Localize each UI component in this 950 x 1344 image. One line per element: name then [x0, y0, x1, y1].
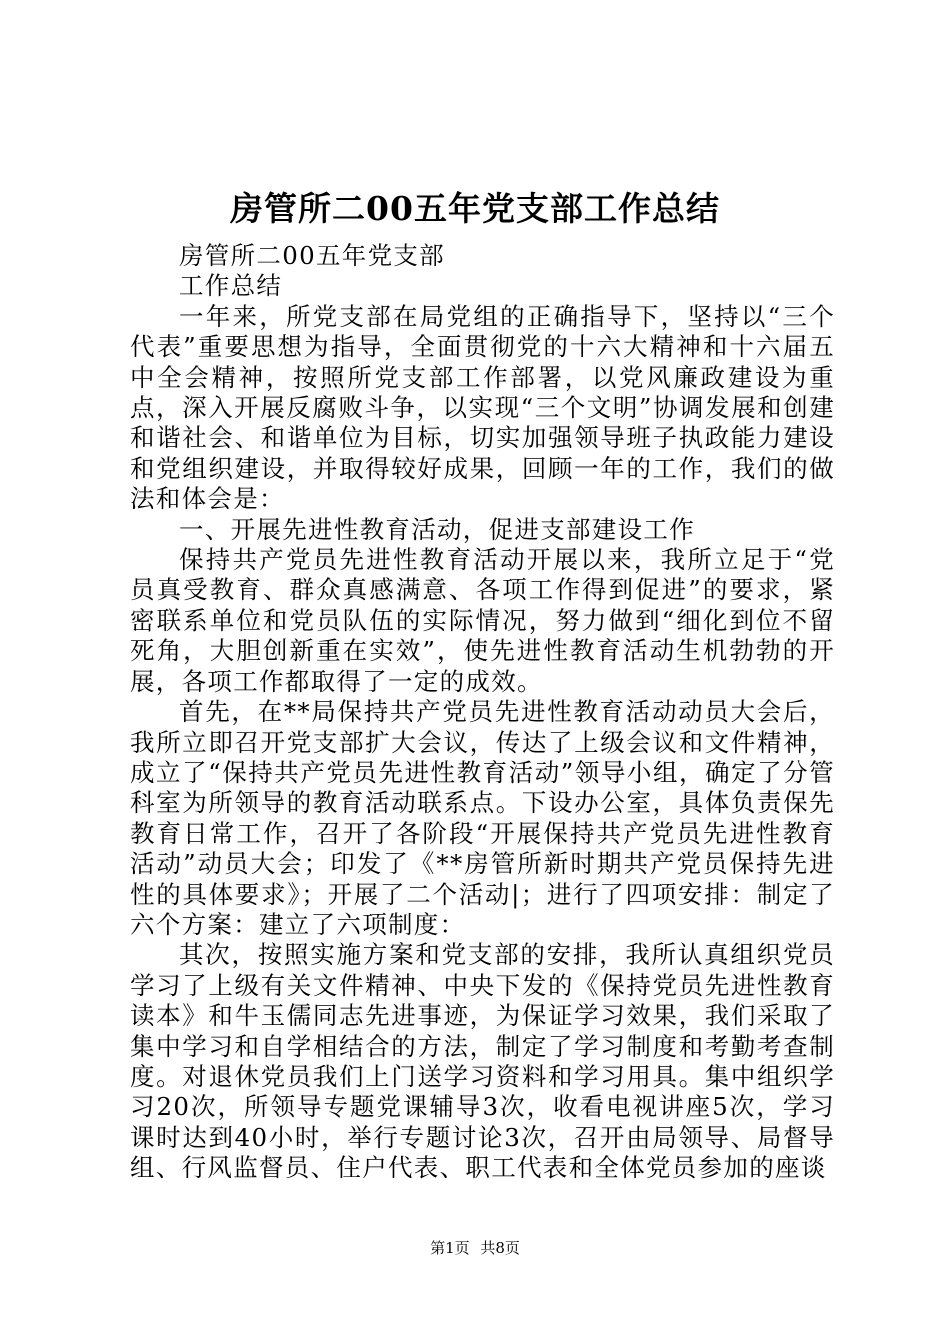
section-heading: 一、开展先进性教育活动，促进支部建设工作	[179, 514, 695, 544]
intro-paragraph: 一年来，所党支部在局党组的正确指导下，坚持以“三个代表”重要思想为指导，全面贯彻党的十六大精神和十六届五中全会精神，按照所党支部工作部署，以党风廉政建设为重点，深入开展反腐败斗争，以实现“三个文明”协调发展和创建和谐社会、和谐单位为目标，切实加强领导班子执政能力建设和党组织建设，并取得较好成果，回顾一年的工作，我们的做法和体会是：	[130, 301, 835, 514]
body-paragraph: 首先，在**局保持共产党员先进性教育活动动员大会后，我所立即召开党支部扩大会议，传达了上级会议和文件精神，成立了“保持共产党员先进性教育活动”领导小组，确定了分管科室为所领导的教育活动联系点。下设办公室，具体负责保先教育日常工作，召开了各阶段“开展保持共产党员先进性教育活动”动员大会；印发了《**房管所新时期共产党员保持先进性的具体要求》；开展了二个活动|；进行了四项安排：制定了六个方案：建立了六项制度：	[130, 697, 835, 939]
document-body	[130, 241, 835, 1184]
subtitle-line-1: 房管所二00五年党支部	[179, 241, 445, 270]
page-footer	[0, 1238, 950, 1258]
document-title: 房管所二00五年党支部工作总结	[230, 189, 720, 228]
subtitle-line-2: 工作总结	[179, 271, 283, 301]
body-paragraph: 其次，按照实施方案和党支部的安排，我所认真组织党员学习了上级有关文件精神、中央下发的《保持党员先进性教育读本》和牛玉儒同志先进事迹，为保证学习效果，我们采取了集中学习和自学相结合的方法，制定了学习制度和考勤考查制度。对退休党员我们上门送学习资料和学习用具。集中组织学习20次，所领导专题党课辅导3次，收看电视讲座5次，学习课时达到40小时，举行专题讨论3次，召开由局领导、局督导组、行风监督员、住户代表、职工代表和全体党员参加的座谈	[130, 940, 835, 1183]
body-paragraph: 保持共产党员先进性教育活动开展以来，我所立足于“党员真受教育、群众真感满意、各项工作得到促进”的要求，紧密联系单位和党员队伍的实际情况，努力做到“细化到位不留死角，大胆创新重在实效”，使先进性教育活动生机勃勃的开展，各项工作都取得了一定的成效。	[130, 545, 835, 696]
page-number: 第1页	[430, 1239, 470, 1257]
page-total: 共8页	[480, 1239, 520, 1257]
